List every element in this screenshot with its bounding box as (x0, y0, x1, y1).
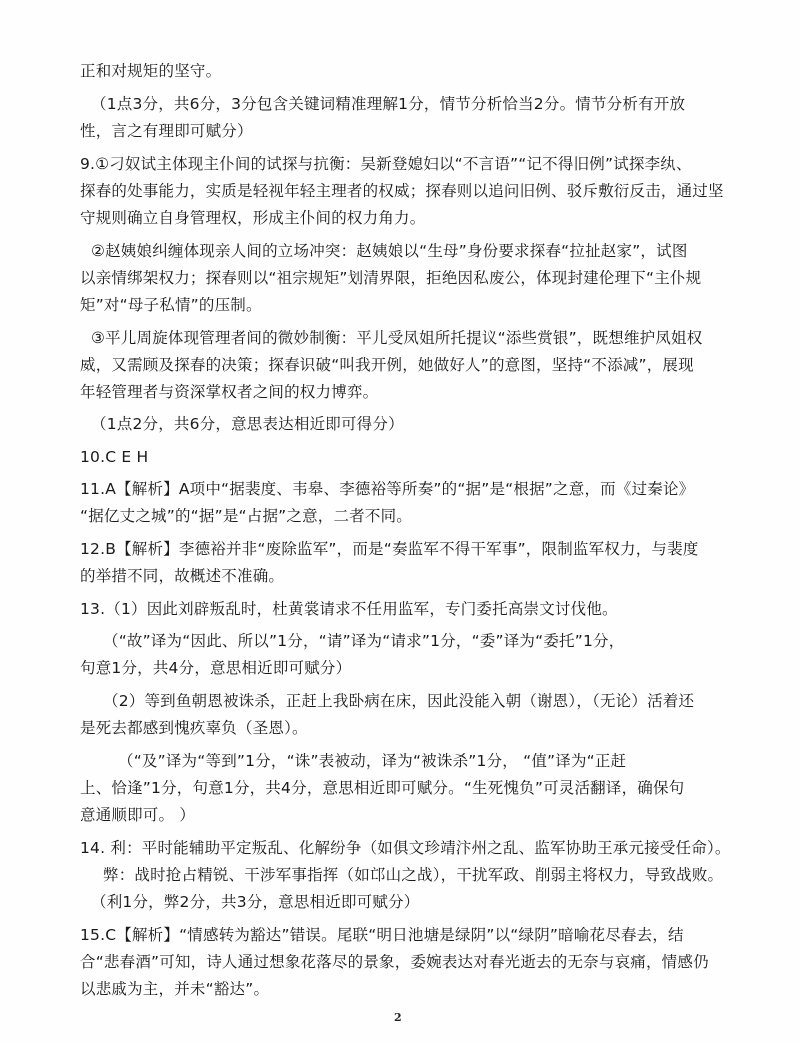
text-line: 9.①刁奴试主体现主仆间的试探与抗衡：吴新登媳妇以“不言语”“记不得旧例”试探李纨、 (80, 155, 692, 173)
text-line: 13.（1）因此刘辟叛乱时，杜黄裳请求不任用监军，专门委托高崇文讨伐他。 (80, 600, 618, 618)
text-line: 威，又需顾及探春的决策；探春识破“叫我开例，她做好人”的意图，坚持“不添减”，展现 (80, 356, 694, 374)
text-line: 以悲戚为主，并未“豁达”。 (80, 980, 270, 998)
text-line: 是死去都感到愧疚辜负（圣恩）。 (80, 719, 308, 737)
text-line: 15.C【解析】“情感转为豁达”错误。尾联“明日池塘是绿阴”以“绿阴”暗喻花尽春去，结 (80, 926, 684, 944)
text-line: 正和对规矩的坚守。 (80, 62, 222, 80)
text-line: ③平儿周旋体现管理者间的微妙制衡：平儿受凤姐所托提议“添些赏银”，既想维护凤姐权 (91, 329, 703, 347)
text-line: 14. 利：平时能辅助平定叛乱、化解纷争（如俱文珍靖汴州之乱、监军协助王承元接受任命）。 (80, 839, 731, 857)
text-line: （1点3分，共6分，3分包含关键词精准理解1分，情节分析恰当2分。情节分析有开放 (91, 95, 686, 113)
text-line: 弊：战时抢占精锐、干涉军事指挥（如邙山之战），干扰军政、削弱主将权力，导致战败。 (103, 866, 724, 884)
text-line: 矩”对“母子私情”的压制。 (80, 296, 262, 314)
text-line: 以亲情绑架权力；探春则以“祖宗规矩”划清界限，拒绝因私废公，体现封建伦理下“主仆规 (80, 269, 702, 287)
text-line: 性，言之有理即可赋分） (80, 122, 253, 140)
text-line: （利1分，弊2分，共3分，意思相近即可赋分） (91, 893, 420, 911)
text-line: 探春的处事能力，实质是轻视年轻主理者的权威；探春则以追问旧例、驳斥敷衍反击，通过坚 (80, 182, 724, 200)
text-line: 合“悲春酒”可知，诗人通过想象花落尽的景象，委婉表达对春光逝去的无奈与哀痛，情感仍 (80, 953, 709, 971)
text-line: 年轻管理者与资深掌权者之间的权力博弈。 (80, 383, 379, 401)
text-line: 守规则确立自身管理权，形成主仆间的权力角力。 (80, 209, 426, 227)
text-line: ②赵姨娘纠缠体现亲人间的立场冲突：赵姨娘以“生母”身份要求探春“拉扯赵家”，试图 (91, 242, 688, 260)
page-number: 2 (394, 1011, 402, 1024)
text-line: 上、恰逢”1分，句意1分，共4分，意思相近即可赋分。“生死愧负”可灵活翻译，确保句 (80, 779, 685, 797)
text-line: 句意1分，共4分，意思相近即可赋分） (80, 659, 352, 677)
text-line: “据亿丈之城”的“据”是“占据”之意，二者不同。 (80, 507, 412, 525)
text-line: 12.B【解析】李德裕并非“废除监军”，而是“奏监军不得干军事”，限制监军权力，与裴度 (80, 540, 699, 558)
text-line: 11.A【解析】A项中“据裴度、韦皋、李德裕等所奏”的“据”是“根据”之意，而《过秦论》 (80, 480, 695, 498)
text-line: （2）等到鱼朝恩被诛杀，正赶上我卧病在床，因此没能入朝（谢恩），（无论）活着还 (103, 692, 695, 710)
text-line: 10.C E H (80, 448, 149, 466)
text-line: （“故”译为“因此、所以”1分，“请”译为“请求”1分，“委”译为“委托”1分， (103, 632, 625, 650)
text-line: （“及”译为“等到”1分，“诛”表被动，译为“被诛杀”1分， “值”译为“正赶 (118, 752, 627, 770)
text-line: 意通顺即可。 ） (80, 806, 196, 824)
text-line: 的举措不同，故概述不准确。 (80, 567, 285, 585)
text-line: （1点2分，共6分，意思表达相近即可得分） (91, 415, 404, 433)
